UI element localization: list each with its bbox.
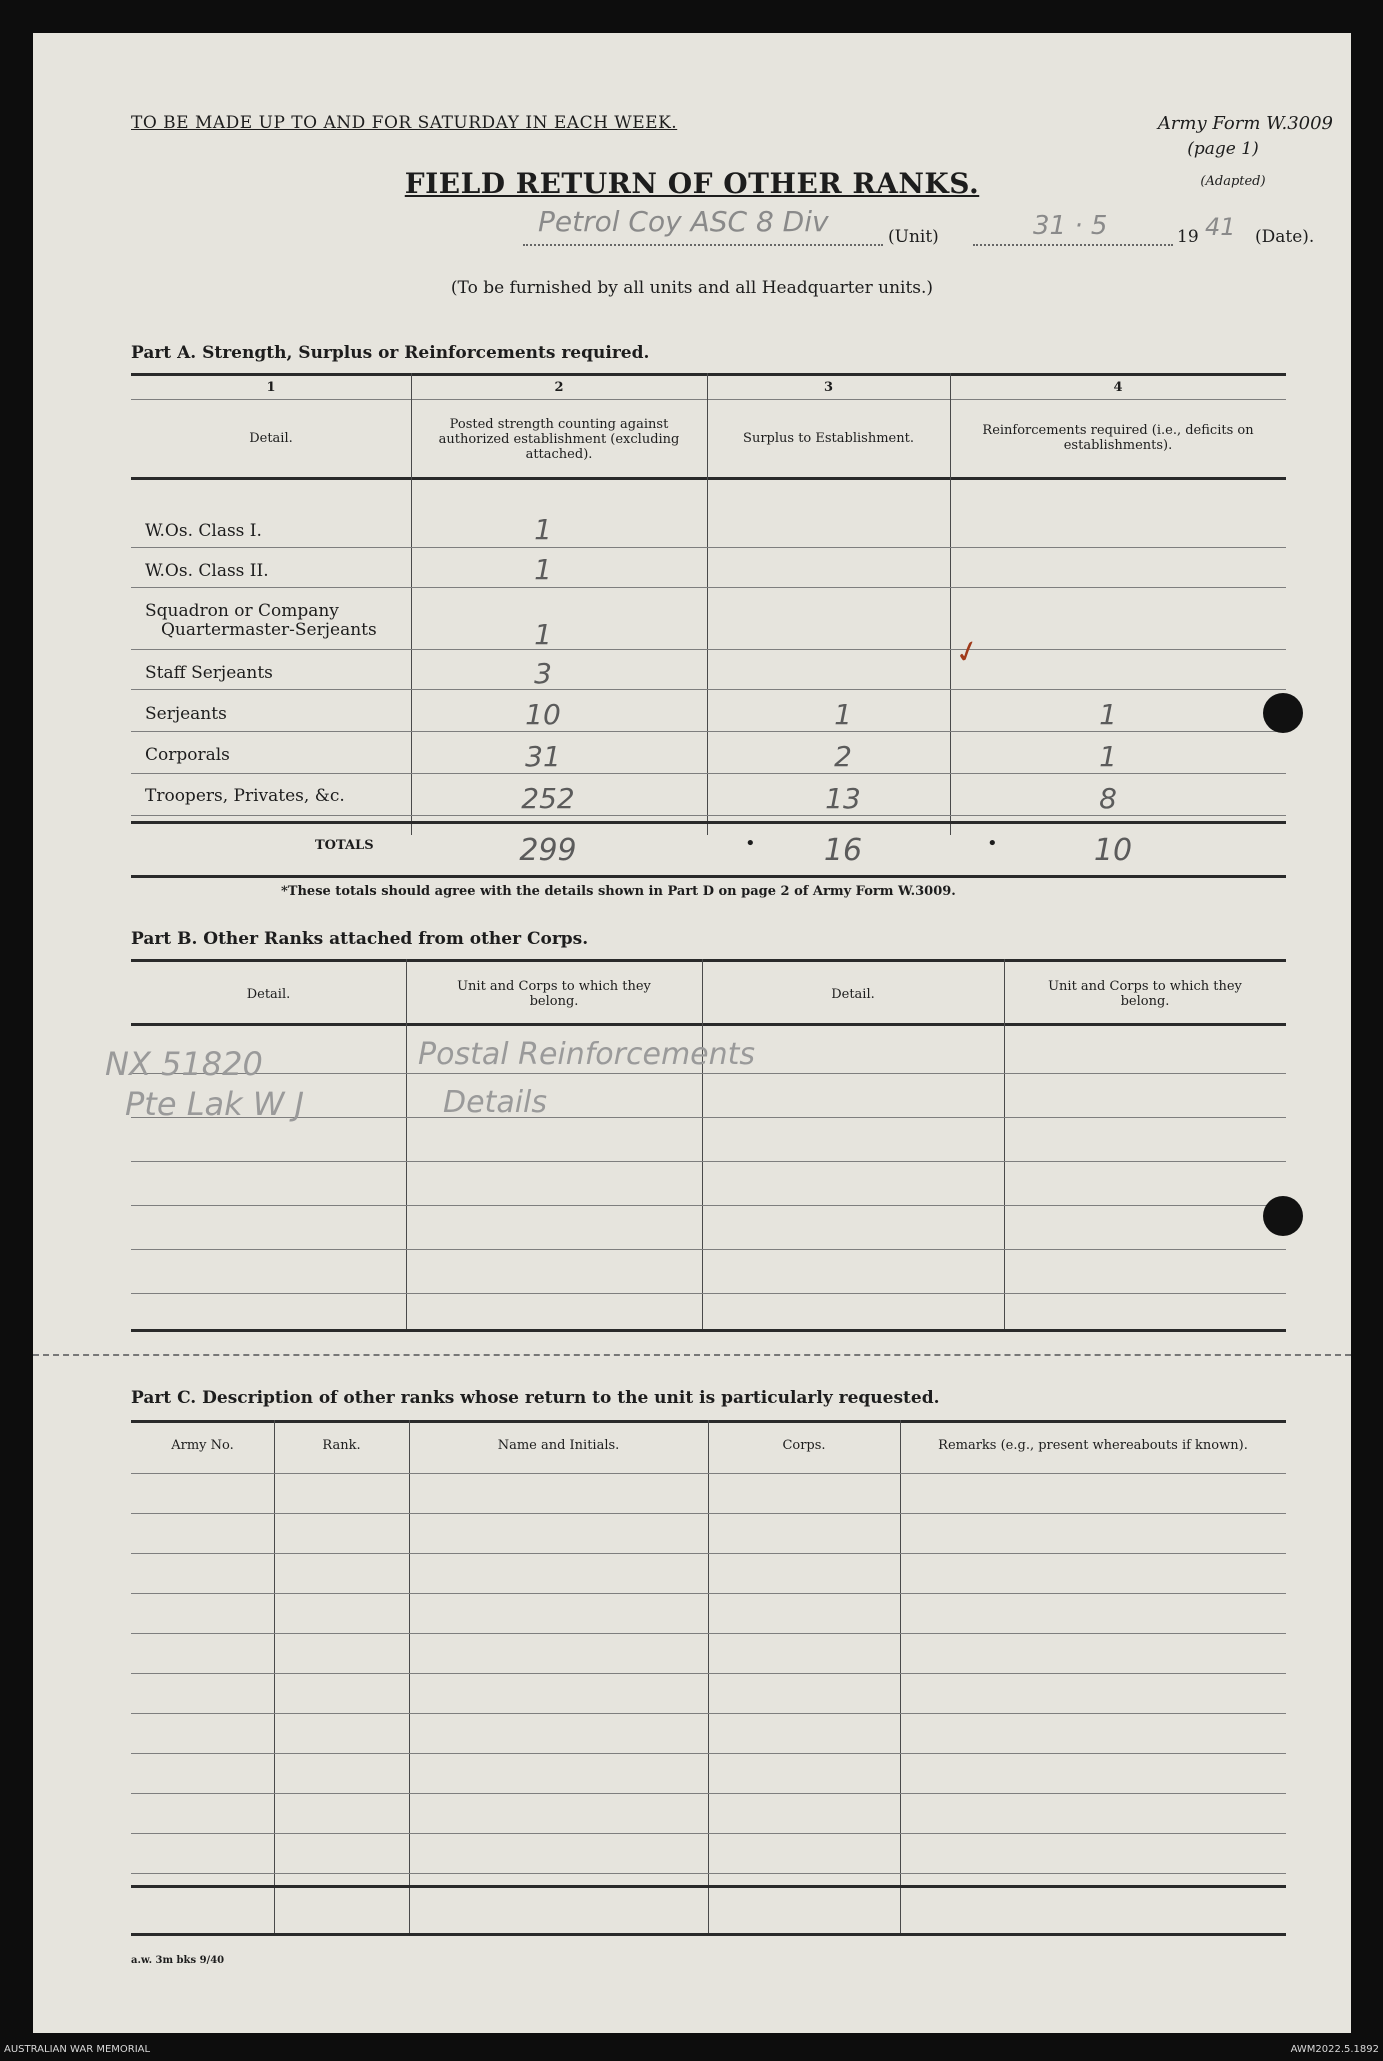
- part-a-col-divider-1: [411, 373, 412, 835]
- part-b-col-divider-2: [702, 959, 703, 1329]
- row-label-corporals: Corporals: [145, 745, 230, 765]
- totals-top-rule: [131, 821, 1286, 824]
- posted-wo1: 1: [534, 513, 552, 546]
- part-b-row-rule: [131, 1117, 1286, 1118]
- punch-hole-bottom: [1263, 1196, 1303, 1236]
- part-b-unit-hw-2: Details: [443, 1085, 548, 1120]
- year-handwritten: 41: [1205, 213, 1236, 241]
- part-b-col-divider-1: [406, 959, 407, 1329]
- part-b-row-rule: [131, 1293, 1286, 1294]
- part-a-col-divider-2: [707, 373, 708, 835]
- posted-corporals: 31: [525, 740, 561, 773]
- total-surplus-asterisk: •: [745, 833, 756, 854]
- part-b-header-detail-1: Detail.: [246, 987, 291, 1002]
- part-b-bottom-rule: [131, 1329, 1286, 1332]
- part-b-header-rule: [131, 1023, 1286, 1026]
- part-c-header-remarks: Remarks (e.g., present whereabouts if known).: [938, 1438, 1248, 1453]
- form-id: Army Form W.3009: [1157, 113, 1333, 134]
- posted-troopers: 252: [521, 782, 575, 815]
- part-b-detail-hw-2: Pte Lak W J: [125, 1085, 305, 1123]
- print-code: a.w. 3m bks 9/40: [131, 1955, 225, 1966]
- part-c-col-divider-3: [708, 1420, 709, 1933]
- row-label-wo2: W.Os. Class II.: [145, 561, 269, 581]
- col-number-4: 4: [1113, 380, 1123, 395]
- page-title: FIELD RETURN OF OTHER RANKS.: [404, 167, 980, 200]
- part-c-row-rule: [131, 1593, 1286, 1594]
- year-prefix: 19: [1177, 227, 1199, 247]
- date-handwritten: 31 · 5: [1033, 211, 1108, 241]
- part-a-top-rule: [131, 373, 1286, 376]
- reinf-serjeants: 1: [1099, 698, 1117, 731]
- part-c-row-rule: [131, 1793, 1286, 1794]
- row-rule: [131, 773, 1286, 774]
- adapted-label: (Adapted): [1200, 174, 1266, 189]
- reinf-corporals: 1: [1099, 740, 1117, 773]
- part-c-row-rule: [131, 1473, 1286, 1474]
- col-number-3: 3: [823, 380, 834, 395]
- part-b-header-unit-1: Unit and Corps to which they belong.: [457, 979, 651, 1009]
- col-number-2: 2: [554, 380, 564, 395]
- totals-label: TOTALS: [315, 838, 374, 853]
- part-c-row-rule: [131, 1553, 1286, 1554]
- total-reinf-asterisk: •: [987, 833, 998, 854]
- totals-note: *These totals should agree with the details shown in Part D on page 2 of Army Form W.3009.: [281, 884, 956, 899]
- part-c-row-rule: [131, 1753, 1286, 1754]
- tear-off-line: [33, 1354, 1351, 1356]
- red-tick-mark: ✓: [950, 632, 985, 673]
- row-label-cqms: Squadron or Company: [145, 601, 339, 621]
- part-c-col-divider-1: [274, 1420, 275, 1933]
- part-c-col-divider-4: [900, 1420, 901, 1933]
- part-c-title: Part C. Description of other ranks whose return to the unit is particularly requested.: [131, 1388, 940, 1408]
- row-label-staff-serjeants: Staff Serjeants: [145, 663, 273, 683]
- posted-serjeants: 10: [525, 698, 561, 731]
- unit-dotted-line: [523, 244, 883, 246]
- part-b-header-unit-2: Unit and Corps to which they belong.: [1048, 979, 1242, 1009]
- instruction-text: TO BE MADE UP TO AND FOR SATURDAY IN EACH WEEK.: [131, 113, 678, 133]
- col-header-detail: Detail.: [249, 431, 293, 446]
- row-label-serjeants: Serjeants: [145, 704, 227, 724]
- totals-bottom-rule: [131, 875, 1286, 878]
- row-label-wo1: W.Os. Class I.: [145, 521, 262, 541]
- part-b-header-detail-2: Detail.: [831, 987, 875, 1002]
- page-number: (page 1): [1187, 139, 1259, 159]
- row-label-cqms-2: Quartermaster-Serjeants: [161, 620, 377, 640]
- part-c-header-corps: Corps.: [782, 1438, 826, 1453]
- col-header-posted: Posted strength counting against authorized establishment (excluding attached).: [438, 417, 680, 462]
- total-posted: 299: [519, 833, 577, 868]
- part-c-row-rule: [131, 1633, 1286, 1634]
- row-rule: [131, 649, 1286, 650]
- row-rule: [131, 547, 1286, 548]
- surplus-corporals: 2: [834, 740, 852, 773]
- total-reinf: 10: [1093, 833, 1133, 868]
- part-c-col-divider-2: [409, 1420, 410, 1933]
- total-surplus: 16: [823, 833, 863, 868]
- unit-handwritten: Petrol Coy ASC 8 Div: [538, 205, 829, 238]
- part-c-bottom-rule-2: [131, 1933, 1286, 1936]
- col-number-1: 1: [266, 380, 276, 395]
- row-rule: [131, 731, 1286, 732]
- surplus-troopers: 13: [825, 782, 861, 815]
- footer-accession-number: AWM2022.5.1892: [1290, 2044, 1379, 2055]
- part-c-header-name: Name and Initials.: [497, 1438, 620, 1453]
- col-header-surplus: Surplus to Establishment.: [743, 431, 914, 446]
- row-rule: [131, 689, 1286, 690]
- part-b-top-rule: [131, 959, 1286, 962]
- posted-wo2: 1: [534, 553, 552, 586]
- posted-cqms: 1: [534, 618, 552, 651]
- date-dotted-line: [973, 244, 1173, 246]
- date-label: (Date).: [1255, 227, 1315, 247]
- posted-staff-serjeants: 3: [534, 657, 552, 690]
- row-rule: [131, 587, 1286, 588]
- part-c-bottom-rule-1: [131, 1885, 1286, 1888]
- reinf-troopers: 8: [1099, 782, 1117, 815]
- part-a-header-rule: [131, 477, 1286, 480]
- part-c-row-rule: [131, 1513, 1286, 1514]
- part-b-row-rule: [131, 1205, 1286, 1206]
- part-a-title: Part A. Strength, Surplus or Reinforcements required.: [131, 343, 650, 363]
- part-c-row-rule: [131, 1873, 1286, 1874]
- part-b-title: Part B. Other Ranks attached from other Corps.: [131, 929, 589, 949]
- part-c-header-army-no: Army No.: [171, 1438, 234, 1453]
- part-b-col-divider-3: [1004, 959, 1005, 1329]
- punch-hole-top: [1263, 693, 1303, 733]
- form-page: [33, 33, 1351, 2033]
- footer-archive-name: AUSTRALIAN WAR MEMORIAL: [4, 2044, 151, 2055]
- row-rule: [131, 815, 1286, 816]
- part-c-row-rule: [131, 1673, 1286, 1674]
- part-c-row-rule: [131, 1833, 1286, 1834]
- part-c-header-rank: Rank.: [322, 1438, 361, 1453]
- row-label-troopers: Troopers, Privates, &c.: [145, 786, 345, 806]
- unit-label: (Unit): [888, 227, 939, 247]
- part-b-unit-hw-1: Postal Reinforcements: [418, 1037, 756, 1072]
- part-b-row-rule: [131, 1161, 1286, 1162]
- part-c-row-rule: [131, 1713, 1286, 1714]
- subtitle: (To be furnished by all units and all Headquarter units.): [450, 278, 934, 298]
- col-header-reinforcements: Reinforcements required (i.e., deficits on establishments).: [982, 423, 1254, 453]
- surplus-serjeants: 1: [834, 698, 852, 731]
- part-b-row-rule: [131, 1073, 1286, 1074]
- part-a-col-divider-3: [950, 373, 951, 835]
- part-b-row-rule: [131, 1249, 1286, 1250]
- part-b-detail-hw-1: NX 51820: [105, 1045, 263, 1083]
- part-a-number-rule: [131, 399, 1286, 400]
